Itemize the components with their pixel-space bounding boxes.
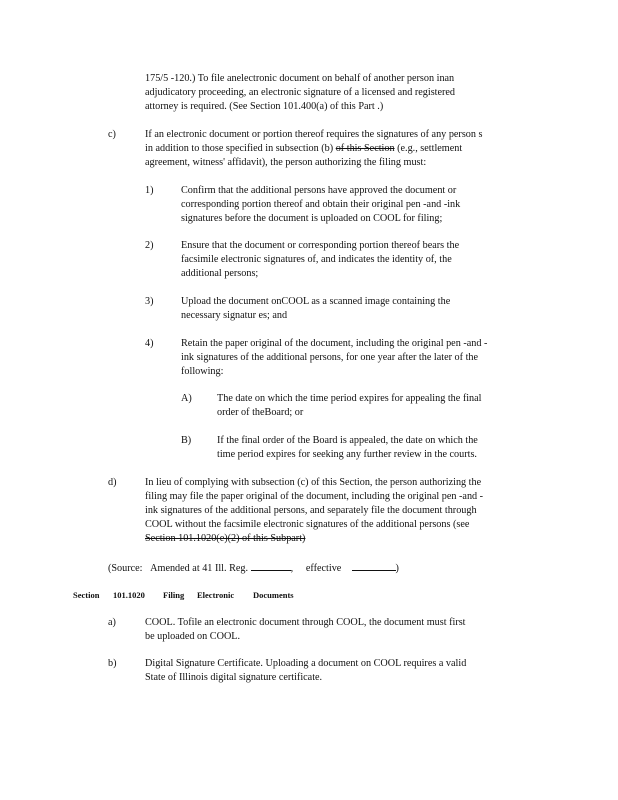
source-prefix: (Source: [108, 563, 143, 574]
c-line2-text: in addition to those specified in subsection (b) [145, 143, 334, 154]
subitem-line: order of theBoard; or [217, 407, 304, 418]
item-line: signatures before the document is uploaded on COOL for filing; [181, 213, 443, 224]
item-line: facsimile electronic signatures of, and indicates the identity of, the [181, 254, 452, 265]
item-3-label: 3) [145, 296, 154, 307]
sb-line: State of Illinois digital signature certificate. [145, 672, 323, 683]
intro-line: 175/5 -120.) To file anelectronic document on behalf of another person inan [145, 73, 455, 84]
item-line: Ensure that the document or corresponding portion thereof bears the [181, 240, 460, 251]
item-line: Upload the document onCOOL as a scanned image containing the [181, 296, 451, 307]
section-title-word: Electronic [197, 590, 235, 600]
intro-line: attorney is required. (See Section 101.400(a) of this Part .) [145, 101, 384, 112]
item-line: Confirm that the additional persons have approved the document or [181, 185, 457, 196]
intro-line: adjudicatory proceeding, an electronic signature of a licensed and registered [145, 87, 456, 98]
sa-line: be uploaded on COOL. [145, 631, 241, 642]
subitem-line: The date on which the time period expires for appealing the final [217, 393, 482, 404]
subitem-line: If the final order of the Board is appealed, the date on which the [217, 435, 478, 446]
source-comma: , [290, 563, 294, 574]
item-4b-label: B) [181, 435, 192, 446]
section-b-text [145, 657, 466, 685]
item-1-label: 1) [145, 185, 154, 196]
d-line: filing may file the paper original of the document, including the original pen -and - [145, 491, 484, 502]
subsection-d-text [145, 476, 483, 546]
item-line: ink signatures of the additional persons, for one year after the later of the [181, 352, 479, 363]
item-line: following: [181, 366, 224, 377]
item-4-text [181, 337, 487, 379]
blank-line [251, 560, 291, 571]
subitem-line: time period expires for seeking any further review in the courts. [217, 449, 477, 460]
item-line: necessary signatur es; and [181, 310, 288, 321]
source-effective: effective [305, 563, 342, 574]
section-word: Section [73, 590, 100, 600]
d-line: ink signatures of the additional persons, and separately file the document through [145, 505, 477, 516]
item-3-text [181, 295, 450, 323]
section-a-label: a) [108, 617, 116, 628]
subsection-c-text [145, 128, 483, 170]
section-b-label: b) [108, 658, 117, 669]
item-1-text [181, 184, 460, 226]
source-close: ) [395, 563, 399, 574]
item-4a-text [217, 392, 482, 420]
item-2-label: 2) [145, 240, 154, 251]
blank-line [352, 560, 396, 571]
source-amended: Amended at 41 Ill. Reg. [150, 563, 249, 574]
item-line: additional persons; [181, 268, 259, 279]
item-line: corresponding portion thereof and obtain their original pen -and -ink [181, 199, 461, 210]
c-line: agreement, witness' affidavit), the person authorizing the filing must: [145, 157, 427, 168]
deleted-text: of this Section [335, 143, 395, 154]
section-title-word: Documents [253, 590, 294, 600]
item-4a-label: A) [181, 393, 192, 404]
c-line [145, 142, 483, 156]
sb-line: Digital Signature Certificate. Uploading a document on COOL requires a valid [145, 658, 467, 669]
item-4b-text [217, 434, 478, 462]
d-line: COOL without the facsimile electronic signatures of the additional persons (see [145, 519, 470, 530]
section-title-word: Filing [163, 590, 185, 600]
c-line2-text: (e.g., settlement [397, 143, 463, 154]
section-number: 101.1020 [113, 590, 145, 600]
section-a-text [145, 616, 466, 644]
item-2-text [181, 239, 459, 281]
subsection-c-label: c) [108, 129, 116, 140]
subsection-d-label: d) [108, 477, 117, 488]
d-line: In lieu of complying with subsection (c) of this Section, the person authorizing the [145, 477, 482, 488]
source-note [108, 560, 399, 576]
c-line: If an electronic document or portion thereof requires the signatures of any person s [145, 129, 483, 140]
sa-line: COOL. Tofile an electronic document through COOL, the document must first [145, 617, 466, 628]
item-line: Retain the paper original of the document, including the original pen -and - [181, 338, 488, 349]
item-4-label: 4) [145, 338, 154, 349]
intro-paragraph [145, 72, 455, 114]
deleted-text: Section 101.1020(e)(2) of this Subpart) [145, 533, 306, 544]
